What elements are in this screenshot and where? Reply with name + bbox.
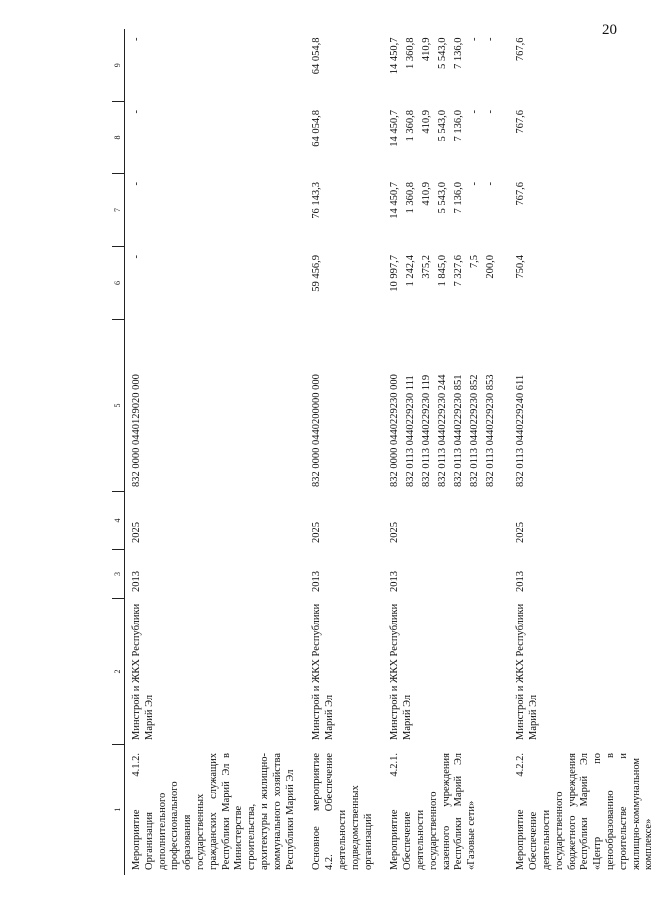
amount-col6-value: 1 242,4 [405,255,417,287]
amount-col9-value: 767,6 [515,37,527,62]
table-body [125,30,664,875]
header-cell: 3 [112,550,125,599]
amount-col6 [305,247,383,320]
header-cell: 4 [112,492,125,550]
amount-col6-value: 7,5 [469,255,481,269]
end-year: 2025 [389,522,401,543]
measure-name: Мероприятие 4.2.2. Обеспечение деятельности государственного бюджетного учреждения Республики Марий Эл «Центр по ценообразованию в строительстве и жилищно-коммунальном комплексе» [515,753,655,870]
amount-col9-value: 7 136,0 [453,37,465,69]
amount-col7-value: 410,9 [421,182,433,206]
amount-col6-value: 7 327,6 [453,255,465,287]
header-cell: 6 [112,247,125,320]
amount-col9 [509,30,664,102]
amount-col7 [383,174,509,247]
amount-col7 [509,174,664,247]
measure-name: Мероприятие 4.1.2. Организация дополнительного профессионального образования государственных гражданских служащих Республики Марий Эл в Министерстве строительства, архитектуры и жилищно-коммунального хозяйства Республики Марий Эл [131,753,296,870]
amount-col9-value: 1 360,8 [405,37,417,69]
budget-code-value: 832 0000 0440129020 000 [131,374,142,487]
amount-col8 [125,102,306,174]
executor: Минстрой и ЖКХ Республики Марий Эл [131,603,155,740]
amount-col7-value: - [469,182,481,186]
amount-col8-value: 1 360,8 [405,110,417,142]
header-cell: 5 [112,320,125,492]
end-year: 2025 [311,522,323,543]
header-row [112,30,125,875]
amount-col8-value: - [469,110,481,114]
amount-col8-value: - [131,110,142,114]
amount-col7-value: 5 543,0 [437,182,449,214]
rotated-table-area [112,30,655,875]
amount-col7-value: 767,6 [515,182,527,206]
amount-col6 [509,247,664,320]
executor: Минстрой и ЖКХ Республики Марий Эл [311,603,336,740]
start-year: 2013 [515,571,527,592]
amount-col7-value: 1 360,8 [405,182,417,214]
budget-code-value: 832 0113 0440229230 852 [469,374,481,487]
start-year: 2013 [131,571,142,592]
budget-code [383,320,509,492]
amount-col6-value: 10 997,7 [389,255,401,292]
amount-col7-value: - [131,182,142,186]
amount-col8 [383,102,509,174]
budget-code-value: 832 0113 0440229230 851 [453,374,465,487]
budget-code-value: 832 0113 0440229230 244 [437,374,449,487]
amount-col9 [305,30,383,102]
amount-col6-value: 200,0 [485,255,497,279]
amount-col9 [125,30,306,102]
page-number: 20 [602,22,617,38]
amount-col6-value: 59 456,9 [311,255,323,292]
end-year: 2025 [515,522,527,543]
amount-col8-value: 14 450,7 [389,110,401,147]
amount-col6-value: 750,4 [515,255,527,279]
header-cell: 1 [112,745,125,875]
amount-col9-value: 64 054,8 [311,37,323,75]
amount-col6 [125,247,306,320]
amount-col6 [383,247,509,320]
table-row [305,30,383,875]
amount-col8 [509,102,664,174]
header-cell: 7 [112,174,125,247]
amount-col6-value: - [131,255,142,259]
amount-col8-value: 410,9 [421,110,433,134]
amount-col7-value: 14 450,7 [389,182,401,219]
budget-code-value: 832 0000 0440200000 000 [311,374,323,487]
table-row [509,30,664,875]
amount-col6-value: 1 845,0 [437,255,449,287]
end-year: 2025 [131,522,142,543]
amount-col6-value: 375,2 [421,255,433,279]
executor: Минстрой и ЖКХ Республики Марий Эл [389,603,414,740]
table-row [125,30,306,875]
table-row [383,30,509,875]
amount-col7 [305,174,383,247]
budget-code [305,320,383,492]
start-year: 2013 [311,571,323,592]
amount-col9-value: 14 450,7 [389,37,401,75]
header-cell: 8 [112,102,125,174]
budget-code-value: 832 0000 0440229230 000 [389,374,401,487]
header-cell: 2 [112,599,125,745]
executor: Минстрой и ЖКХ Республики Марий Эл [515,603,540,740]
amount-col8-value: 64 054,8 [311,110,323,147]
amount-col7 [125,174,306,247]
amount-col9-value: - [469,37,481,41]
measure-name: Мероприятие 4.2.1. Обеспечение деятельности государственного казенного учреждения Республики Марий Эл «Газовые сети» [389,753,478,870]
amount-col8-value: 7 136,0 [453,110,465,142]
budget-code [509,320,664,492]
budget-code-value: 832 0113 0440229230 119 [421,374,433,487]
amount-col7-value: - [485,182,497,186]
amount-col9-value: 410,9 [421,37,433,62]
amount-col9-value: 5 543,0 [437,37,449,69]
measure-name: Основное мероприятие 4.2. Обеспечение деятельности подведомственных организаций [311,753,374,870]
amount-col9 [383,30,509,102]
budget-table [112,30,664,876]
budget-code [125,320,306,492]
start-year: 2013 [389,571,401,592]
amount-col7-value: 76 143,3 [311,182,323,219]
amount-col8-value: 767,6 [515,110,527,134]
amount-col7-value: 7 136,0 [453,182,465,214]
budget-code-value: 832 0113 0440229230 853 [485,374,497,487]
amount-col8 [305,102,383,174]
amount-col9-value: - [485,37,497,41]
amount-col8-value: 5 543,0 [437,110,449,142]
header-cell: 9 [112,30,125,102]
budget-code-value: 832 0113 0440229230 111 [405,375,417,487]
budget-code-value: 832 0113 0440229240 611 [515,374,527,487]
amount-col9-value: - [131,37,142,41]
amount-col8-value: - [485,110,497,114]
